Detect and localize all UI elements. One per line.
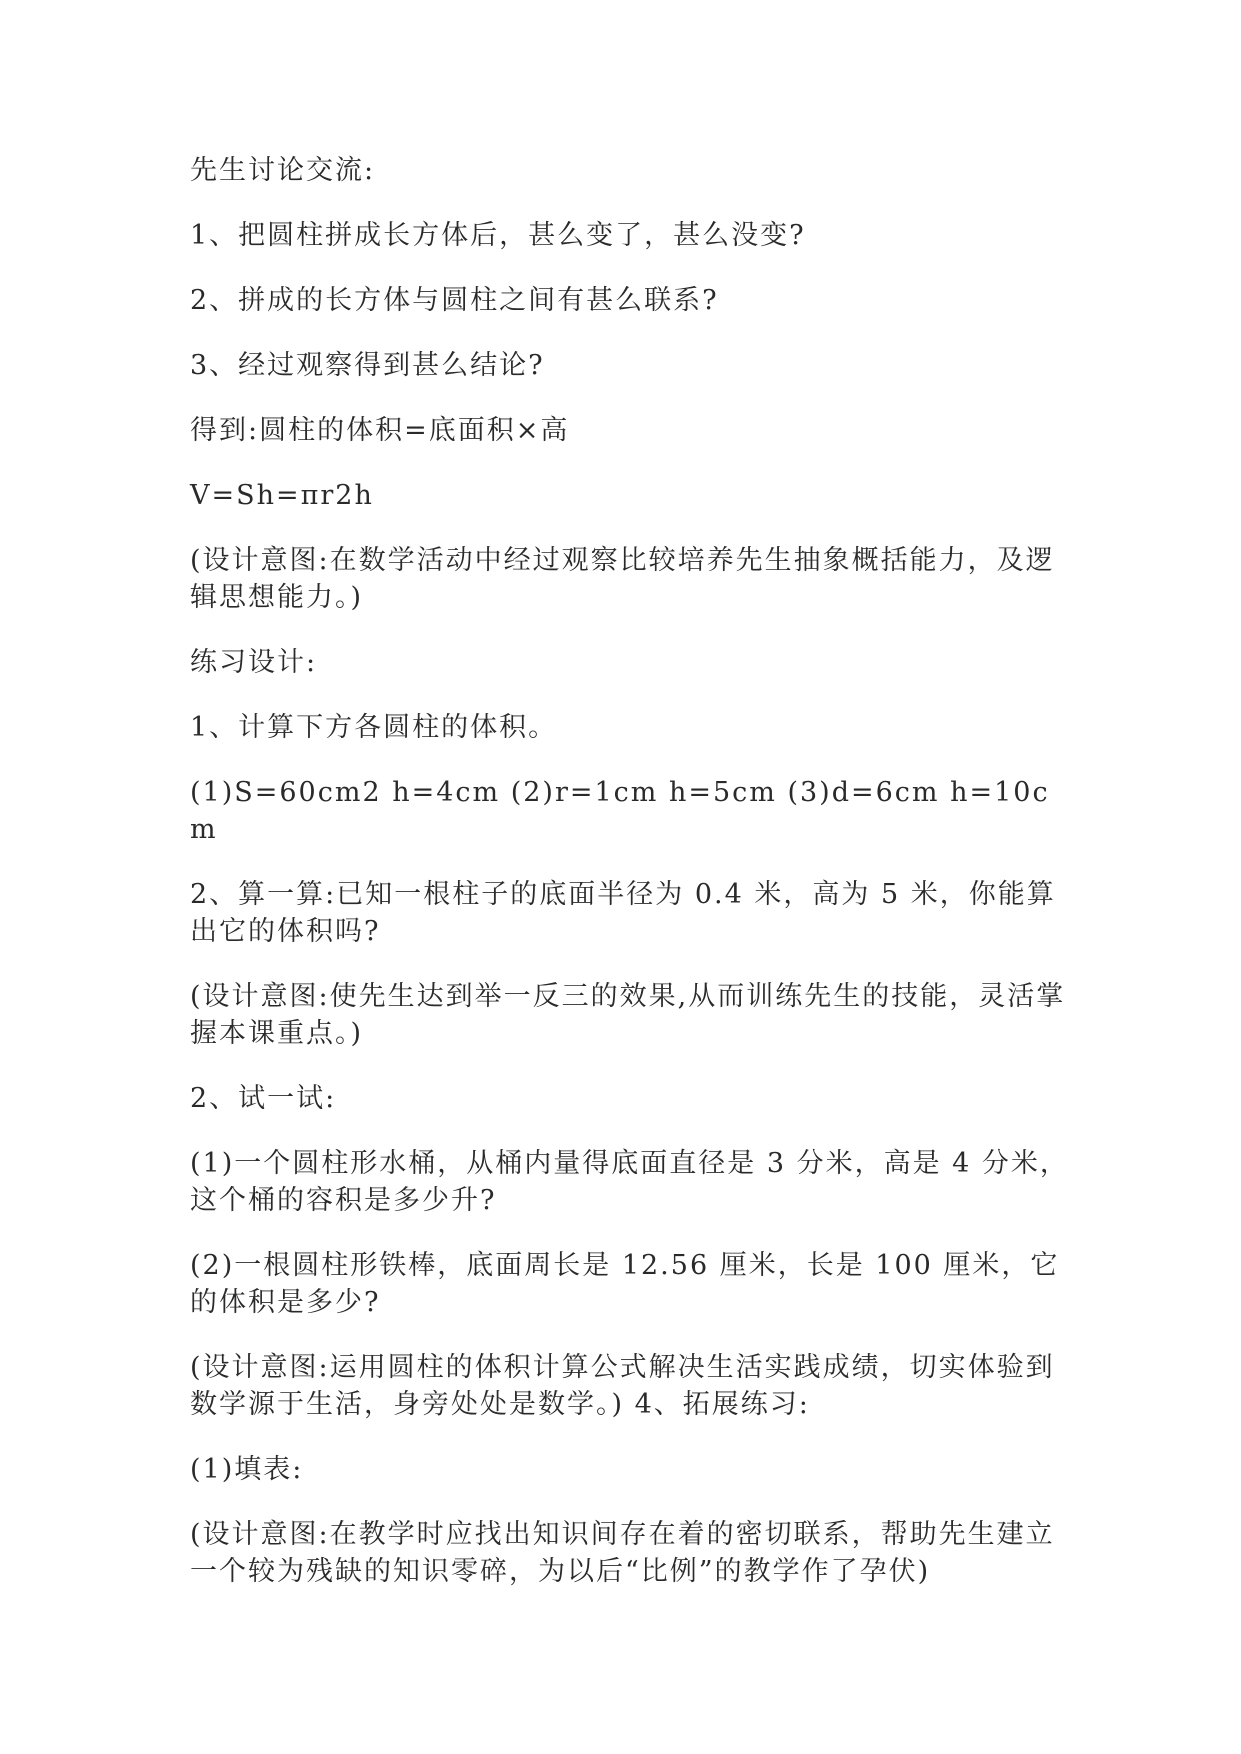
volume-formula: V=Sh=πr2h [190,480,374,511]
discussion-heading: 先生讨论交流: [190,155,376,186]
question-1: 1、把圆柱拼成长方体后，甚么变了，甚么没变? [190,220,806,251]
design-intent-1: (设计意图:在数学活动中经过观察比较培养先生抽象概括能力，及逻辑思想能力。) [190,545,1055,613]
try-heading: 2、试一试: [190,1083,337,1114]
try-problem-2: (2)一根圆柱形铁棒，底面周长是 12.56 厘米，长是 100 厘米，它的体积是多少? [190,1250,1060,1318]
conclusion-text: 得到:圆柱的体积=底面积×高 [190,415,570,446]
question-3: 3、经过观察得到甚么结论? [190,350,545,381]
design-intent-2: (设计意图:使先生达到举一反三的效果,从而训练先生的技能，灵活掌握本课重点。) [190,981,1066,1049]
exercise-1: 1、计算下方各圆柱的体积。 [190,712,558,743]
design-intent-4: (设计意图:在教学时应找出知识间存在着的密切联系，帮助先生建立一个较为残缺的知识零碎，为以后“比例”的教学作了孕伏) [190,1519,1055,1587]
try-problem-1: (1)一个圆柱形水桶，从桶内量得底面直径是 3 分米，高是 4 分米，这个桶的容积是多少升? [190,1148,1069,1216]
exercise-2: 2、算一算:已知一根柱子的底面半径为 0.4 米，高为 5 米，你能算出它的体积吗? [190,879,1056,947]
exercise-heading: 练习设计: [190,647,318,678]
fill-table: (1)填表: [190,1454,304,1485]
exercise-1-items: (1)S=60cm2 h=4cm (2)r=1cm h=5cm (3)d=6cm h=10cm [190,777,1050,845]
design-intent-3: (设计意图:运用圆柱的体积计算公式解决生活实践成绩，切实体验到数学源于生活，身旁处处是数学。) 4、拓展练习: [190,1352,1055,1420]
document-body [190,152,1070,1618]
question-2: 2、拼成的长方体与圆柱之间有甚么联系? [190,285,719,316]
